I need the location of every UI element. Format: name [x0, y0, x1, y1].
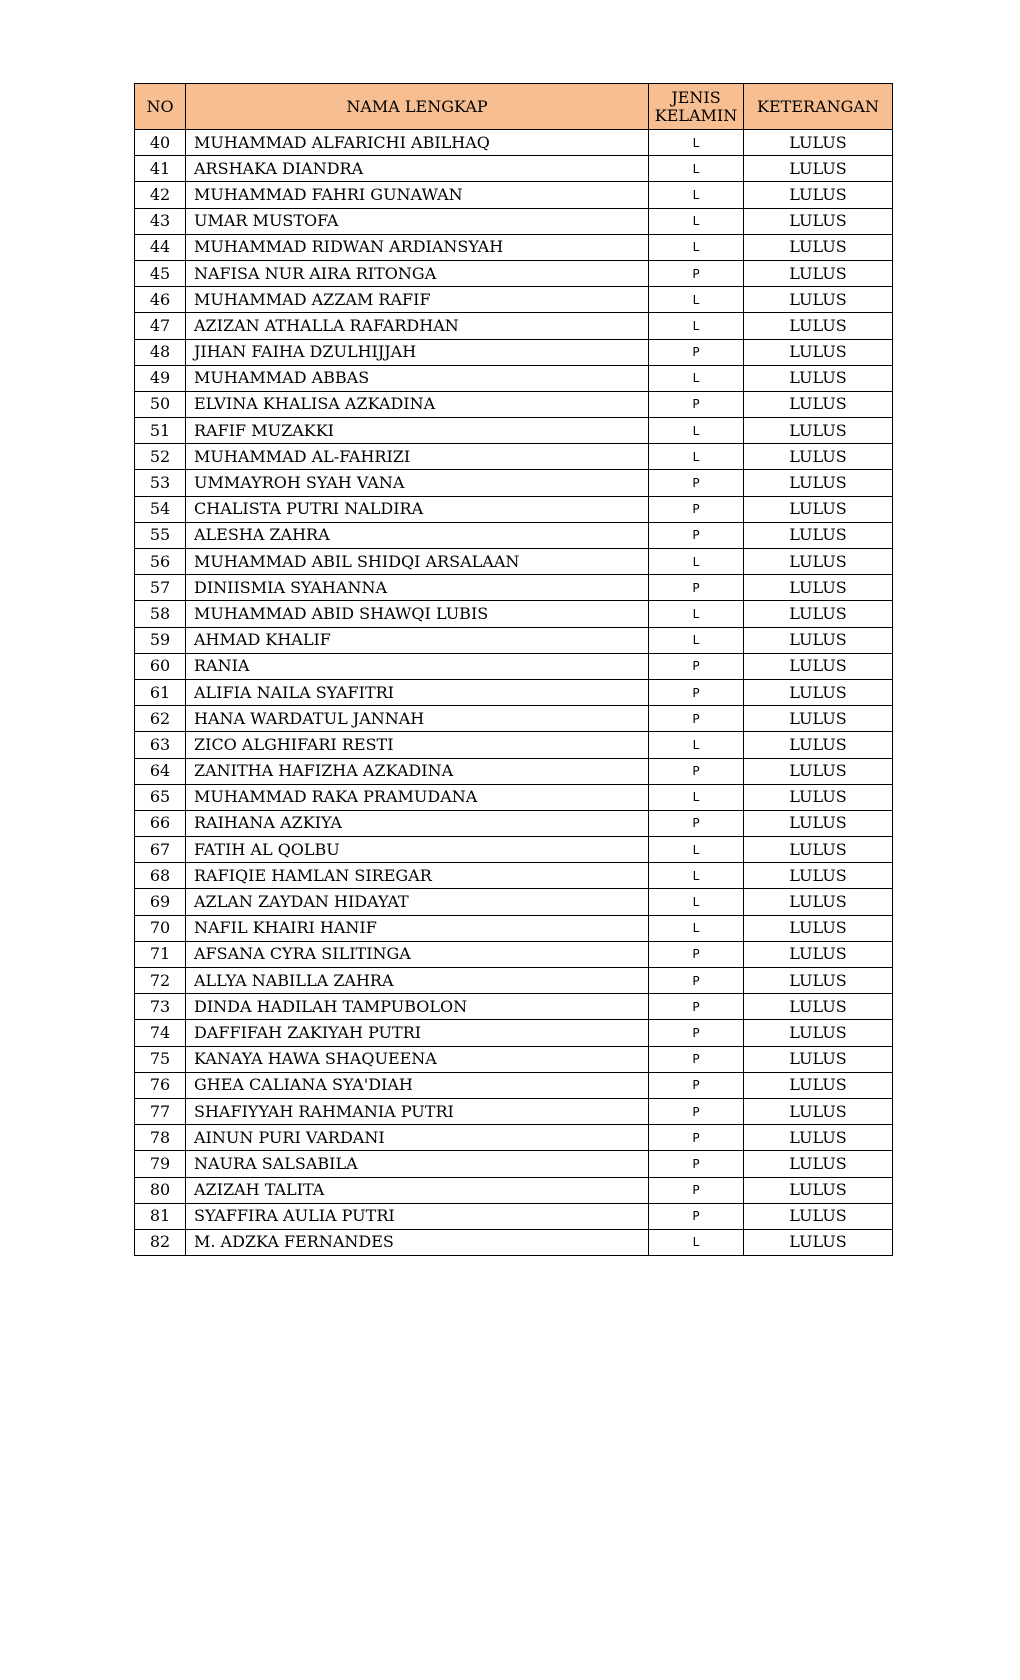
- student-name: GHEA CALIANA SYA'DIAH: [186, 1072, 649, 1098]
- student-name: ELVINA KHALISA AZKADINA: [186, 391, 649, 417]
- student-name: ZICO ALGHIFARI RESTI: [186, 732, 649, 758]
- status-cell: LULUS: [744, 156, 893, 182]
- status-cell: LULUS: [744, 470, 893, 496]
- gender-cell: L: [649, 732, 744, 758]
- row-number: 60: [135, 653, 186, 679]
- table-row: [135, 575, 893, 601]
- student-list-sheet: [134, 83, 893, 1256]
- row-number: 46: [135, 287, 186, 313]
- row-number: 55: [135, 522, 186, 548]
- status-cell: LULUS: [744, 1046, 893, 1072]
- status-cell: LULUS: [744, 994, 893, 1020]
- status-cell: LULUS: [744, 837, 893, 863]
- gender-cell: P: [649, 391, 744, 417]
- table-row: [135, 968, 893, 994]
- table-row: [135, 208, 893, 234]
- table-row: [135, 941, 893, 967]
- row-number: 69: [135, 889, 186, 915]
- header-sex: [649, 84, 744, 130]
- status-cell: LULUS: [744, 549, 893, 575]
- student-name: ALESHA ZAHRA: [186, 522, 649, 548]
- table-row: [135, 1229, 893, 1255]
- student-name: ALLYA NABILLA ZAHRA: [186, 968, 649, 994]
- row-number: 80: [135, 1177, 186, 1203]
- table-row: [135, 1177, 893, 1203]
- student-name: RAIHANA AZKIYA: [186, 810, 649, 836]
- row-number: 70: [135, 915, 186, 941]
- row-number: 74: [135, 1020, 186, 1046]
- status-cell: LULUS: [744, 706, 893, 732]
- row-number: 57: [135, 575, 186, 601]
- table-row: [135, 365, 893, 391]
- gender-cell: P: [649, 758, 744, 784]
- gender-cell: P: [649, 339, 744, 365]
- student-name: MUHAMMAD RIDWAN ARDIANSYAH: [186, 234, 649, 260]
- gender-cell: L: [649, 784, 744, 810]
- row-number: 43: [135, 208, 186, 234]
- row-number: 48: [135, 339, 186, 365]
- row-number: 76: [135, 1072, 186, 1098]
- row-number: 61: [135, 679, 186, 705]
- student-name: M. ADZKA FERNANDES: [186, 1229, 649, 1255]
- gender-cell: P: [649, 653, 744, 679]
- student-name: RAFIF MUZAKKI: [186, 418, 649, 444]
- gender-cell: L: [649, 156, 744, 182]
- table-row: [135, 522, 893, 548]
- table-row: [135, 1098, 893, 1124]
- header-row: [135, 84, 893, 130]
- status-cell: LULUS: [744, 1177, 893, 1203]
- student-name: AHMAD KHALIF: [186, 627, 649, 653]
- gender-cell: P: [649, 470, 744, 496]
- status-cell: LULUS: [744, 1229, 893, 1255]
- gender-cell: L: [649, 208, 744, 234]
- student-name: KANAYA HAWA SHAQUEENA: [186, 1046, 649, 1072]
- table-row: [135, 1020, 893, 1046]
- row-number: 64: [135, 758, 186, 784]
- student-name: MUHAMMAD AZZAM RAFIF: [186, 287, 649, 313]
- gender-cell: L: [649, 365, 744, 391]
- gender-cell: P: [649, 1046, 744, 1072]
- student-name: MUHAMMAD AL-FAHRIZI: [186, 444, 649, 470]
- row-number: 71: [135, 941, 186, 967]
- table-row: [135, 810, 893, 836]
- student-name: UMMAYROH SYAH VANA: [186, 470, 649, 496]
- student-name: AZIZAN ATHALLA RAFARDHAN: [186, 313, 649, 339]
- header-status: KETERANGAN: [744, 84, 893, 130]
- status-cell: LULUS: [744, 968, 893, 994]
- student-name: RANIA: [186, 653, 649, 679]
- gender-cell: L: [649, 182, 744, 208]
- student-name: FATIH AL QOLBU: [186, 837, 649, 863]
- status-cell: LULUS: [744, 1125, 893, 1151]
- header-no: NO: [135, 84, 186, 130]
- student-name: ARSHAKA DIANDRA: [186, 156, 649, 182]
- gender-cell: P: [649, 968, 744, 994]
- status-cell: LULUS: [744, 915, 893, 941]
- header-sex-line1: JENIS: [671, 87, 721, 107]
- student-name: RAFIQIE HAMLAN SIREGAR: [186, 863, 649, 889]
- gender-cell: P: [649, 1177, 744, 1203]
- row-number: 49: [135, 365, 186, 391]
- student-name: MUHAMMAD RAKA PRAMUDANA: [186, 784, 649, 810]
- table-row: [135, 1151, 893, 1177]
- table-row: [135, 1072, 893, 1098]
- table-row: [135, 679, 893, 705]
- status-cell: LULUS: [744, 1203, 893, 1229]
- table-row: [135, 391, 893, 417]
- table-row: [135, 732, 893, 758]
- gender-cell: P: [649, 1203, 744, 1229]
- graduation-table: [134, 83, 893, 1256]
- table-row: [135, 182, 893, 208]
- status-cell: LULUS: [744, 732, 893, 758]
- gender-cell: P: [649, 1098, 744, 1124]
- student-name: MUHAMMAD ABID SHAWQI LUBIS: [186, 601, 649, 627]
- status-cell: LULUS: [744, 444, 893, 470]
- row-number: 53: [135, 470, 186, 496]
- gender-cell: L: [649, 863, 744, 889]
- status-cell: LULUS: [744, 418, 893, 444]
- status-cell: LULUS: [744, 784, 893, 810]
- table-row: [135, 339, 893, 365]
- status-cell: LULUS: [744, 601, 893, 627]
- table-row: [135, 313, 893, 339]
- table-row: [135, 130, 893, 156]
- student-name: SYAFFIRA AULIA PUTRI: [186, 1203, 649, 1229]
- gender-cell: P: [649, 679, 744, 705]
- status-cell: LULUS: [744, 182, 893, 208]
- table-row: [135, 758, 893, 784]
- status-cell: LULUS: [744, 653, 893, 679]
- gender-cell: L: [649, 418, 744, 444]
- gender-cell: P: [649, 1020, 744, 1046]
- row-number: 58: [135, 601, 186, 627]
- row-number: 82: [135, 1229, 186, 1255]
- student-name: NAFISA NUR AIRA RITONGA: [186, 260, 649, 286]
- row-number: 72: [135, 968, 186, 994]
- status-cell: LULUS: [744, 260, 893, 286]
- row-number: 78: [135, 1125, 186, 1151]
- row-number: 56: [135, 549, 186, 575]
- gender-cell: L: [649, 915, 744, 941]
- status-cell: LULUS: [744, 863, 893, 889]
- table-row: [135, 994, 893, 1020]
- gender-cell: P: [649, 941, 744, 967]
- student-name: DINDA HADILAH TAMPUBOLON: [186, 994, 649, 1020]
- status-cell: LULUS: [744, 1020, 893, 1046]
- status-cell: LULUS: [744, 679, 893, 705]
- row-number: 73: [135, 994, 186, 1020]
- row-number: 45: [135, 260, 186, 286]
- student-name: MUHAMMAD ALFARICHI ABILHAQ: [186, 130, 649, 156]
- student-name: ALIFIA NAILA SYAFITRI: [186, 679, 649, 705]
- table-row: [135, 837, 893, 863]
- gender-cell: P: [649, 994, 744, 1020]
- table-row: [135, 418, 893, 444]
- gender-cell: L: [649, 313, 744, 339]
- status-cell: LULUS: [744, 1098, 893, 1124]
- row-number: 40: [135, 130, 186, 156]
- student-name: MUHAMMAD FAHRI GUNAWAN: [186, 182, 649, 208]
- student-name: AZLAN ZAYDAN HIDAYAT: [186, 889, 649, 915]
- table-row: [135, 863, 893, 889]
- student-name: DAFFIFAH ZAKIYAH PUTRI: [186, 1020, 649, 1046]
- gender-cell: L: [649, 287, 744, 313]
- status-cell: LULUS: [744, 1151, 893, 1177]
- student-name: MUHAMMAD ABBAS: [186, 365, 649, 391]
- table-row: [135, 496, 893, 522]
- table-row: [135, 784, 893, 810]
- gender-cell: L: [649, 889, 744, 915]
- status-cell: LULUS: [744, 522, 893, 548]
- gender-cell: L: [649, 601, 744, 627]
- student-name: JIHAN FAIHA DZULHIJJAH: [186, 339, 649, 365]
- table-row: [135, 234, 893, 260]
- table-body: [135, 130, 893, 1256]
- status-cell: LULUS: [744, 575, 893, 601]
- status-cell: LULUS: [744, 1072, 893, 1098]
- row-number: 66: [135, 810, 186, 836]
- status-cell: LULUS: [744, 496, 893, 522]
- status-cell: LULUS: [744, 391, 893, 417]
- gender-cell: L: [649, 549, 744, 575]
- row-number: 41: [135, 156, 186, 182]
- student-name: DINIISMIA SYAHANNA: [186, 575, 649, 601]
- status-cell: LULUS: [744, 287, 893, 313]
- table-row: [135, 260, 893, 286]
- row-number: 81: [135, 1203, 186, 1229]
- gender-cell: P: [649, 496, 744, 522]
- row-number: 44: [135, 234, 186, 260]
- status-cell: LULUS: [744, 313, 893, 339]
- student-name: SHAFIYYAH RAHMANIA PUTRI: [186, 1098, 649, 1124]
- student-name: HANA WARDATUL JANNAH: [186, 706, 649, 732]
- gender-cell: L: [649, 837, 744, 863]
- student-name: NAFIL KHAIRI HANIF: [186, 915, 649, 941]
- status-cell: LULUS: [744, 339, 893, 365]
- gender-cell: P: [649, 260, 744, 286]
- row-number: 47: [135, 313, 186, 339]
- table-row: [135, 1046, 893, 1072]
- status-cell: LULUS: [744, 810, 893, 836]
- student-name: MUHAMMAD ABIL SHIDQI ARSALAAN: [186, 549, 649, 575]
- student-name: AINUN PURI VARDANI: [186, 1125, 649, 1151]
- status-cell: LULUS: [744, 889, 893, 915]
- student-name: CHALISTA PUTRI NALDIRA: [186, 496, 649, 522]
- gender-cell: L: [649, 234, 744, 260]
- row-number: 52: [135, 444, 186, 470]
- header-sex-line2: KELAMIN: [654, 105, 738, 125]
- table-row: [135, 627, 893, 653]
- status-cell: LULUS: [744, 627, 893, 653]
- gender-cell: P: [649, 575, 744, 601]
- student-name: AFSANA CYRA SILITINGA: [186, 941, 649, 967]
- row-number: 63: [135, 732, 186, 758]
- table-row: [135, 444, 893, 470]
- table-row: [135, 601, 893, 627]
- gender-cell: P: [649, 1125, 744, 1151]
- status-cell: LULUS: [744, 941, 893, 967]
- gender-cell: L: [649, 627, 744, 653]
- row-number: 75: [135, 1046, 186, 1072]
- gender-cell: L: [649, 1229, 744, 1255]
- table-row: [135, 549, 893, 575]
- table-row: [135, 1125, 893, 1151]
- table-row: [135, 653, 893, 679]
- row-number: 42: [135, 182, 186, 208]
- gender-cell: L: [649, 130, 744, 156]
- table-row: [135, 1203, 893, 1229]
- row-number: 62: [135, 706, 186, 732]
- student-name: AZIZAH TALITA: [186, 1177, 649, 1203]
- status-cell: LULUS: [744, 208, 893, 234]
- row-number: 77: [135, 1098, 186, 1124]
- row-number: 54: [135, 496, 186, 522]
- status-cell: LULUS: [744, 234, 893, 260]
- table-row: [135, 470, 893, 496]
- row-number: 51: [135, 418, 186, 444]
- status-cell: LULUS: [744, 130, 893, 156]
- status-cell: LULUS: [744, 365, 893, 391]
- row-number: 68: [135, 863, 186, 889]
- gender-cell: P: [649, 522, 744, 548]
- row-number: 79: [135, 1151, 186, 1177]
- table-row: [135, 915, 893, 941]
- gender-cell: L: [649, 444, 744, 470]
- status-cell: LULUS: [744, 758, 893, 784]
- gender-cell: P: [649, 810, 744, 836]
- table-row: [135, 889, 893, 915]
- student-name: NAURA SALSABILA: [186, 1151, 649, 1177]
- table-row: [135, 156, 893, 182]
- header-name: NAMA LENGKAP: [186, 84, 649, 130]
- gender-cell: P: [649, 706, 744, 732]
- table-header: [135, 84, 893, 130]
- gender-cell: P: [649, 1072, 744, 1098]
- student-name: UMAR MUSTOFA: [186, 208, 649, 234]
- row-number: 59: [135, 627, 186, 653]
- row-number: 67: [135, 837, 186, 863]
- student-name: ZANITHA HAFIZHA AZKADINA: [186, 758, 649, 784]
- row-number: 65: [135, 784, 186, 810]
- table-row: [135, 287, 893, 313]
- table-row: [135, 706, 893, 732]
- row-number: 50: [135, 391, 186, 417]
- gender-cell: P: [649, 1151, 744, 1177]
